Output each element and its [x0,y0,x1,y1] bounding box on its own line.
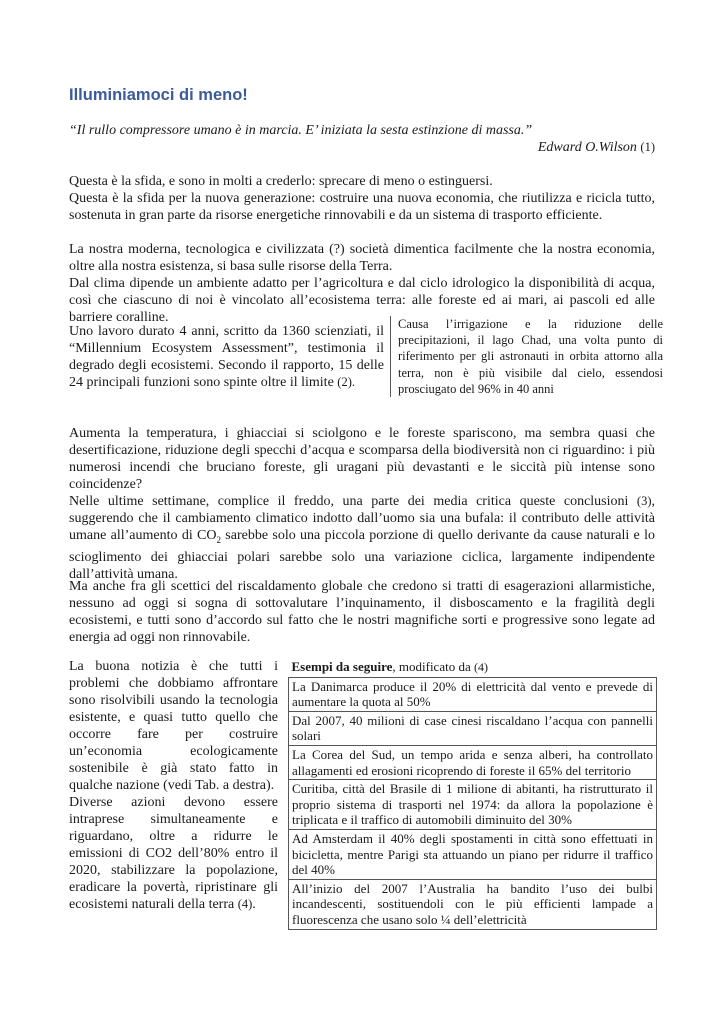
paragraph-5-text: Uno lavoro durato 4 anni, scritto da 1360 scienziati, il “Millennium Ecosystem Assessment”, testimonia il degrado degli ecosistemi. Secondo il rapporto, 15 delle 24 principali funzioni sono spinte oltre il limite [69,324,384,390]
epigraph-author [69,139,655,156]
actions-reference: (4) [237,897,253,911]
examples-table-header [289,659,657,677]
table-row [289,829,657,879]
quote-reference: (1) [640,140,655,154]
paragraph-3: La nostra moderna, tecnologica e civilizzata (?) società dimentica facilmente che la nostra economia, oltre alla nostra esistenza, si basa sulle risorse della Terra. [69,242,655,274]
paragraph-5-reference: (2). [337,375,355,389]
table-row [289,745,657,779]
examples-heading-rest: , modificato da [392,659,474,674]
paragraph-4: Dal clima dipende un ambiente adatto per l’agricoltura e dal ciclo idrologico la disponibilità di acqua, così che ciascuno di noi è vincolato all’ecosistema terra: alle foreste ed ai mari, ai pascoli ed alle barriere coralline. [69,276,655,325]
table-row [289,711,657,745]
examples-heading-reference: (4) [473,660,488,674]
paragraph-1: Questa è la sfida, e sono in molti a crederlo: sprecare di meno o estinguersi. [69,174,493,189]
table-row [289,780,657,830]
good-news-text: La buona notizia è che tutti i problemi che dobbiamo affrontare sono risolvibili usando la tecnologia esistente, e quasi tutto quello che occorre fare per costruire un’economia ecologicamente sostenibile è già stato fatto in qualche nazione (vedi Tab. a destra). [69,659,278,793]
epigraph-quote: “Il rullo compressore umano è in marcia. E’ iniziata la sesta estinzione di massa.” [69,123,533,138]
table-row [289,879,657,929]
actions-text [69,794,278,913]
paragraph-6: Aumenta la temperatura, i ghiacciai si sciolgono e le foreste spariscono, ma sembra quasi che desertificazione, riduzione degli specchi d’acqua e scomparsa della biodiversità non ci riguardino: i più numerosi incendi che bruciano foreste, gli uragani più devastanti e le siccità più intense sono coincidenze? [69,426,655,492]
example-amsterdam: Ad Amsterdam il 40% degli spostamenti in città sono effettuati in bicicletta, mentre Parigi sta attuando un piano per ridurre il traffico del 40% [289,829,657,879]
paragraph-5 [69,323,384,391]
page-title: Illuminiamoci di meno! [69,86,248,104]
quote-author-name: Edward O.Wilson [537,140,637,155]
example-china: Dal 2007, 40 milioni di case cinesi riscaldano l’acqua con pannelli solari [289,711,657,745]
examples-table [288,659,657,930]
paragraph-2: Questa è la sfida per la nuova generazione: costruire una nuova economia, che riutilizza e ricicla tutto, sostenuta in gran parte da risorse energetiche rinnovabili e da un sistema di trasporto efficiente. [69,191,655,223]
paragraph-7-text-a: Nelle ultime settimane, complice il freddo, una parte dei media critica queste conclusioni [69,494,637,509]
actions-end: . [252,897,256,912]
paragraph-7-text-b: , suggerendo che il cambiamento climatico indotto dall’uomo sia una bufala: il contributo delle attività umane all’aumento di CO [69,494,655,543]
paragraph-7-reference: (3) [636,494,652,508]
lake-chad-sidebox: Causa l’irrigazione e la riduzione delle precipitazioni, il lago Chad, una volta punto di riferimento per gli astronauti in orbita attorno alla terra, non è più visibile dal cielo, essendosi prosciugato del 96% in 40 anni [390,316,663,397]
examples-heading: Esempi da seguire [291,659,393,674]
example-curitiba: Curitiba, città del Brasile di 1 milione di abitanti, ha ristrutturato il proprio sistema di trasporti nel 1974: da allora la popolazione è triplicata e il traffico di automobili diminuito del 30% [289,780,657,830]
example-denmark: La Danimarca produce il 20% di elettricità dal vento e prevede di aumentare la quota al 50% [289,677,657,711]
example-south-korea: La Corea del Sud, un tempo arida e senza alberi, ha controllato allagamenti ed erosioni ricoprendo di foreste il 65% del territorio [289,745,657,779]
paragraph-7 [69,493,655,583]
table-row [289,677,657,711]
paragraph-8: Ma anche fra gli scettici del riscaldamento globale che credono si tratti di esagerazioni allarmistiche, nessuno ad oggi si sogna di sottovalutare l’inquinamento, il disboscamento e la fragilità degli ecosistemi, e tutti sono d’accordo sul fatto che le nostri magnifiche sorti e progressive sono legate ad energia ad oggi non rinnovabile. [69,579,655,645]
example-australia: All’inizio del 2007 l’Australia ha bandito l’uso dei bulbi incandescenti, sostituendoli con le più efficienti lampade a fluorescenza che usano solo ¼ dell’elettricità [289,879,657,929]
actions-text-body: Diverse azioni devono essere intraprese simultaneamente e riguardano, oltre a ridurre le emissioni di CO2 dell’80% entro il 2020, stabilizzare la popolazione, eradicare la povertà, ripristinare gli ecosistemi naturali della terra [69,795,278,912]
good-news-column [69,658,278,913]
examples-table-heading-cell [289,659,657,677]
paragraph-7-text-c: sarebbe solo una piccola porzione di quello derivante da cause naturali e lo scioglimento dei ghiacciai polari sarebbe solo una variazione ciclica, largamente indipendente dall’attività umana. [69,528,655,582]
co2-subscript: 2 [216,534,221,545]
